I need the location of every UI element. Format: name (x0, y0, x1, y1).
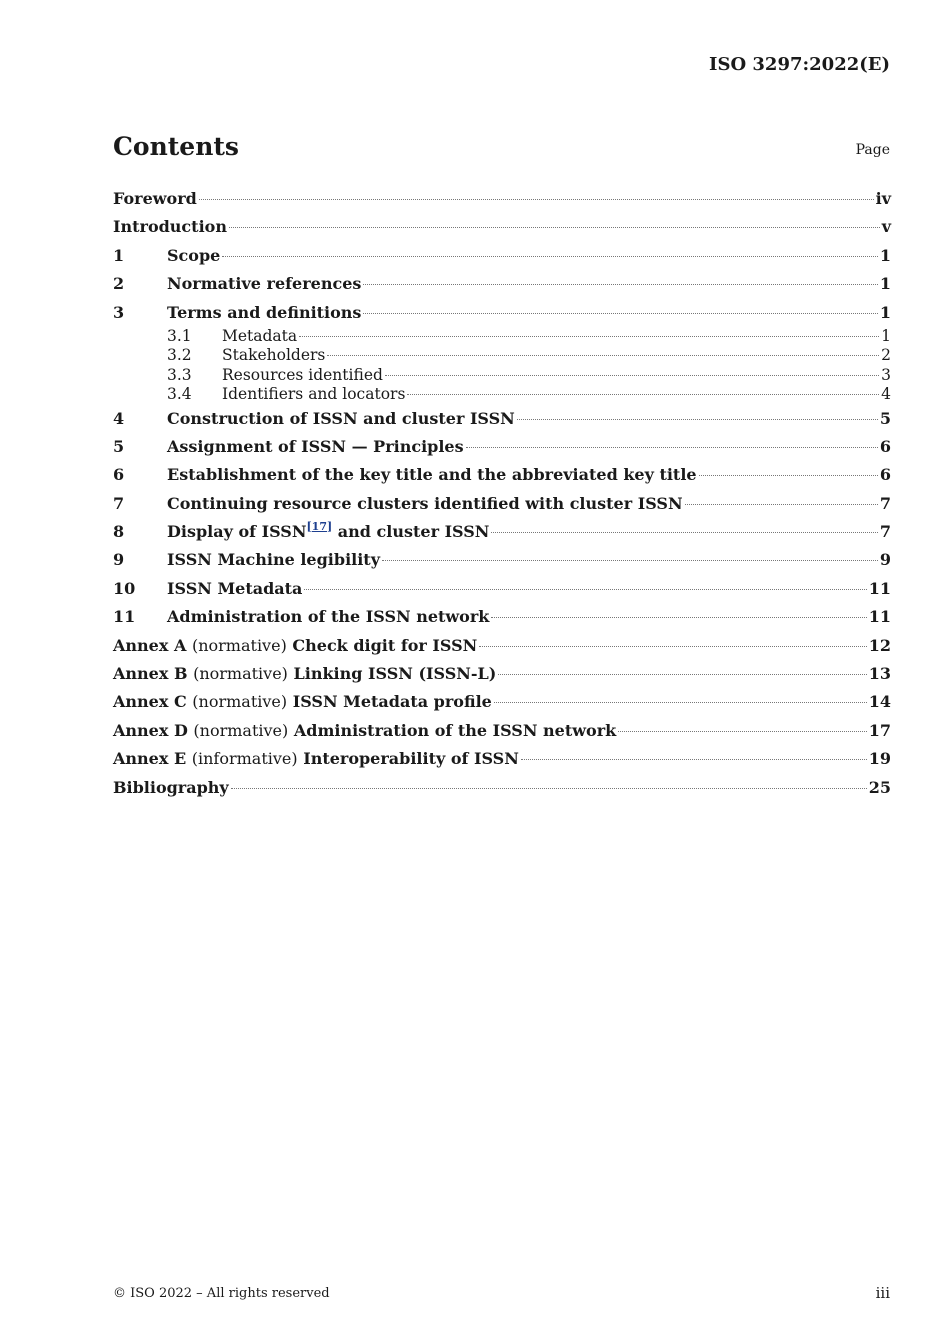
toc-subentry-number: 3.2 (167, 346, 192, 365)
toc-entry-title (113, 717, 616, 745)
annex-kind: (normative) (191, 635, 287, 655)
toc-subentry-number: 3.3 (167, 365, 192, 384)
toc-entry-clause-5[interactable] (113, 433, 891, 461)
reference-citation (306, 520, 332, 533)
annex-title: Check digit for ISSN (292, 635, 478, 655)
title-part-b: and cluster ISSN (332, 522, 490, 542)
toc-entry-foreword[interactable] (113, 185, 891, 213)
toc-entry-clause-9[interactable] (113, 546, 891, 574)
table-of-contents (113, 185, 891, 802)
toc-entry-page: 7 (879, 522, 891, 542)
dot-leader (407, 394, 879, 395)
toc-subentry-title: Resources identified (222, 365, 383, 384)
toc-entry-title: Construction of ISSN and cluster ISSN (167, 408, 515, 428)
dot-leader (685, 504, 878, 505)
toc-entry-clause-4[interactable] (113, 405, 891, 433)
toc-entry-number: 10 (113, 578, 136, 598)
dot-leader (618, 731, 867, 732)
toc-entry-page: 9 (879, 550, 891, 570)
toc-entry-title (113, 660, 496, 688)
toc-entry-clause-11[interactable] (113, 603, 891, 631)
toc-subentry-page: 4 (881, 385, 891, 404)
toc-entry-page: 13 (868, 664, 891, 684)
annex-label: Annex E (113, 749, 187, 769)
page-column-label: Page (855, 142, 890, 158)
annex-label: Annex B (113, 664, 188, 684)
ref-bracket-close: ] (326, 520, 333, 534)
toc-subentry-3-3[interactable] (113, 366, 891, 385)
toc-subentry-page: 3 (881, 365, 891, 384)
annex-title: Interoperability of ISSN (303, 749, 519, 769)
dot-leader (491, 532, 877, 533)
toc-entry-clause-8[interactable] (113, 518, 891, 546)
toc-entry-number: 11 (113, 607, 136, 627)
toc-entry-clause-10[interactable] (113, 575, 891, 603)
dot-leader (498, 674, 866, 675)
dot-leader (229, 227, 880, 228)
dot-leader (517, 419, 878, 420)
toc-entry-number: 4 (113, 408, 125, 428)
toc-entry-page: v (881, 217, 891, 237)
toc-entry-title (113, 632, 477, 660)
toc-subentry-3-2[interactable] (113, 346, 891, 365)
toc-entry-title: Administration of the ISSN network (167, 607, 490, 627)
toc-entry-page: 14 (868, 692, 891, 712)
copyright-notice: © ISO 2022 – All rights reserved (113, 1286, 330, 1301)
dot-leader (699, 475, 878, 476)
dot-leader (491, 617, 866, 618)
toc-entry-clause-7[interactable] (113, 490, 891, 518)
dot-leader (363, 284, 877, 285)
toc-entry-title: Normative references (167, 274, 362, 294)
toc-entry-clause-2[interactable] (113, 270, 891, 298)
toc-entry-page: 11 (868, 607, 891, 627)
toc-entry-number: 8 (113, 522, 125, 542)
toc-entry-number: 3 (113, 302, 125, 322)
toc-subentry-title: Metadata (222, 326, 298, 345)
toc-entry-introduction[interactable] (113, 213, 891, 241)
toc-entry-annex-b[interactable] (113, 660, 891, 688)
toc-entry-page: 19 (868, 749, 891, 769)
toc-entry-annex-c[interactable] (113, 688, 891, 716)
dot-leader (466, 447, 878, 448)
toc-entry-title: Scope (167, 245, 221, 265)
annex-kind: (informative) (191, 749, 298, 769)
toc-entry-bibliography[interactable] (113, 774, 891, 802)
toc-entry-title: Assignment of ISSN — Principles (167, 436, 464, 456)
toc-entry-title: Foreword (113, 189, 197, 208)
toc-entry-page: 12 (868, 635, 891, 655)
toc-entry-number: 2 (113, 274, 125, 294)
dot-leader (385, 375, 879, 376)
toc-subentry-3-1[interactable] (113, 327, 891, 346)
toc-entry-title: ISSN Machine legibility (167, 550, 380, 570)
toc-entry-page: 1 (879, 302, 891, 322)
toc-subentry-page: 1 (881, 326, 891, 345)
toc-entry-page: 17 (868, 720, 891, 740)
annex-kind: (normative) (193, 720, 289, 740)
toc-subentry-page: 2 (881, 346, 891, 365)
dot-leader (382, 560, 878, 561)
toc-entry-annex-a[interactable] (113, 632, 891, 660)
toc-entry-page: 7 (879, 493, 891, 513)
toc-subentry-3-4[interactable] (113, 385, 891, 404)
toc-subentry-number: 3.1 (167, 326, 192, 345)
annex-label: Annex C (113, 692, 187, 712)
toc-entry-number: 7 (113, 493, 125, 513)
toc-entry-number: 1 (113, 245, 125, 265)
dot-leader (299, 336, 879, 337)
contents-title: Contents (113, 132, 240, 161)
toc-entry-page: 1 (879, 274, 891, 294)
toc-entry-page: 6 (879, 436, 891, 456)
toc-subentry-number: 3.4 (167, 385, 192, 404)
dot-leader (327, 355, 879, 356)
toc-entry-title: Introduction (113, 217, 227, 237)
page-number: iii (875, 1284, 890, 1302)
annex-title: Linking ISSN (ISSN-L) (293, 664, 497, 684)
toc-entry-page: 6 (879, 465, 891, 485)
toc-entry-number: 9 (113, 550, 125, 570)
toc-entry-title: Continuing resource clusters identified with cluster ISSN (167, 493, 683, 513)
document-id: ISO 3297:2022(E) (709, 54, 890, 75)
toc-entry-clause-3[interactable] (113, 299, 891, 327)
toc-entry-title: ISSN Metadata (167, 578, 303, 598)
annex-kind: (normative) (192, 692, 288, 712)
title-part-a: Display of ISSN (167, 522, 307, 542)
annex-kind: (normative) (193, 664, 288, 684)
toc-entry-page: 1 (879, 245, 891, 265)
ref-bracket-open: [ (306, 520, 312, 534)
toc-entry-number: 5 (113, 436, 125, 456)
toc-subentry-title: Identifiers and locators (222, 385, 406, 404)
annex-label: Annex D (113, 720, 188, 740)
toc-entry-clause-6[interactable] (113, 461, 891, 489)
toc-subentry-title: Stakeholders (222, 346, 326, 365)
dot-leader (363, 313, 877, 314)
toc-entry-number: 6 (113, 465, 125, 485)
dot-leader (521, 759, 867, 760)
toc-entry-title: Establishment of the key title and the abbreviated key title (167, 465, 697, 485)
toc-entry-page: iv (875, 189, 891, 208)
annex-title: ISSN Metadata profile (292, 692, 492, 712)
toc-entry-annex-d[interactable] (113, 717, 891, 745)
dot-leader (479, 646, 866, 647)
toc-entry-title (113, 688, 492, 716)
toc-entry-annex-e[interactable] (113, 745, 891, 773)
toc-entry-title (113, 745, 519, 773)
dot-leader (199, 199, 874, 200)
reference-link-17[interactable]: 17 (311, 520, 327, 534)
toc-entry-page: 11 (868, 578, 891, 598)
toc-entry-title (167, 518, 489, 546)
toc-entry-page: 5 (879, 408, 891, 428)
toc-entry-page: 25 (868, 777, 891, 797)
dot-leader (231, 788, 867, 789)
toc-entry-title: Bibliography (113, 777, 229, 797)
dot-leader (494, 702, 867, 703)
dot-leader (222, 256, 878, 257)
dot-leader (304, 589, 866, 590)
annex-title: Administration of the ISSN network (293, 720, 617, 740)
toc-entry-clause-1[interactable] (113, 242, 891, 270)
annex-label: Annex A (113, 635, 187, 655)
toc-entry-title: Terms and definitions (167, 302, 362, 322)
